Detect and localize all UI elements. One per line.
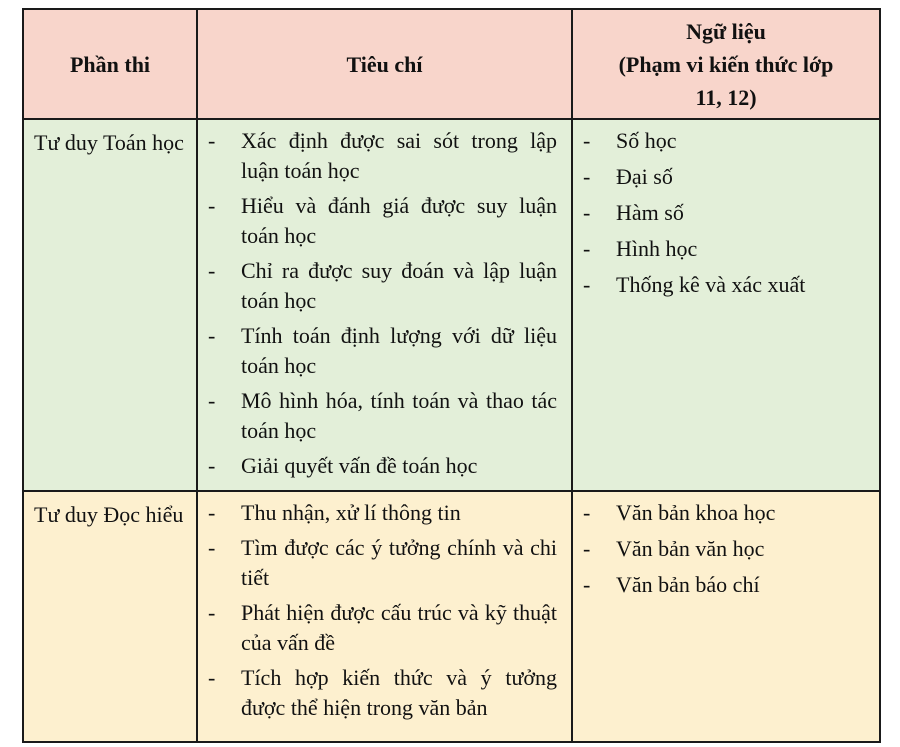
list-item xyxy=(208,256,557,316)
header-material-line1: Ngữ liệu xyxy=(686,18,766,44)
list-item xyxy=(208,598,557,658)
table-header-row xyxy=(23,9,880,119)
list-item xyxy=(583,498,865,528)
list-item xyxy=(583,126,865,156)
bullet-dash: - xyxy=(583,572,591,597)
bullet-dash: - xyxy=(583,128,591,153)
list-item xyxy=(208,498,557,528)
bullet-dash: - xyxy=(208,193,216,218)
list-item xyxy=(583,162,865,192)
bullet-dash: - xyxy=(583,164,591,189)
bullet-dash: - xyxy=(208,600,216,625)
list-item xyxy=(208,451,557,481)
list-item xyxy=(208,191,557,251)
material-list xyxy=(573,492,879,600)
bullet-dash: - xyxy=(208,535,216,560)
material-text: Hàm số xyxy=(616,200,684,225)
criteria-text: Tìm được các ý tưởng chính và chi tiết xyxy=(241,535,557,590)
list-item xyxy=(208,533,557,593)
list-item xyxy=(208,663,557,723)
table-row xyxy=(23,119,880,491)
criteria-text: Tích hợp kiến thức và ý tưởng được thể hiện trong văn bản xyxy=(241,665,557,720)
list-item xyxy=(583,198,865,228)
criteria-text: Tính toán định lượng với dữ liệu toán học xyxy=(241,323,557,378)
bullet-dash: - xyxy=(583,200,591,225)
bullet-dash: - xyxy=(583,536,591,561)
criteria-text: Phát hiện được cấu trúc và kỹ thuật của vấn đề xyxy=(241,600,557,655)
bullet-dash: - xyxy=(208,388,216,413)
bullet-dash: - xyxy=(208,665,216,690)
bullet-dash: - xyxy=(583,500,591,525)
material-text: Văn bản báo chí xyxy=(616,572,760,597)
bullet-dash: - xyxy=(208,323,216,348)
material-cell xyxy=(572,119,880,491)
criteria-list xyxy=(198,492,571,723)
header-material-line2: (Phạm vi kiến thức lớp xyxy=(618,51,834,77)
bullet-dash: - xyxy=(208,258,216,283)
criteria-cell xyxy=(197,491,572,742)
list-item xyxy=(208,321,557,381)
material-text: Hình học xyxy=(616,236,698,261)
criteria-text: Mô hình hóa, tính toán và thao tác toán học xyxy=(241,388,557,443)
section-name-reading: Tư duy Đọc hiểu xyxy=(34,502,184,527)
material-text: Văn bản văn học xyxy=(616,536,765,561)
material-cell xyxy=(572,491,880,742)
material-text: Văn bản khoa học xyxy=(616,500,776,525)
criteria-text: Hiểu và đánh giá được suy luận toán học xyxy=(241,193,557,248)
bullet-dash: - xyxy=(208,453,216,478)
header-material-line3: 11, 12) xyxy=(695,84,757,110)
header-material xyxy=(572,9,880,119)
section-name-math: Tư duy Toán học xyxy=(34,130,184,155)
list-item xyxy=(583,570,865,600)
bullet-dash: - xyxy=(208,500,216,525)
material-text: Thống kê và xác xuất xyxy=(616,272,806,297)
bullet-dash: - xyxy=(583,236,591,261)
bullet-dash: - xyxy=(208,128,216,153)
header-section: Phần thi xyxy=(23,9,197,119)
section-cell xyxy=(23,119,197,491)
criteria-text: Xác định được sai sót trong lập luận toán học xyxy=(241,128,557,183)
table-row xyxy=(23,491,880,742)
list-item xyxy=(583,534,865,564)
criteria-list xyxy=(198,120,571,481)
exam-structure-table xyxy=(22,8,881,743)
material-text: Đại số xyxy=(616,164,673,189)
criteria-text: Giải quyết vấn đề toán học xyxy=(241,453,478,478)
bullet-dash: - xyxy=(583,272,591,297)
list-item xyxy=(208,386,557,446)
material-list xyxy=(573,120,879,300)
criteria-text: Thu nhận, xử lí thông tin xyxy=(241,500,461,525)
list-item xyxy=(583,270,865,300)
criteria-cell xyxy=(197,119,572,491)
header-criteria: Tiêu chí xyxy=(197,9,572,119)
material-text: Số học xyxy=(616,128,677,153)
list-item xyxy=(208,126,557,186)
list-item xyxy=(583,234,865,264)
section-cell xyxy=(23,491,197,742)
criteria-text: Chỉ ra được suy đoán và lập luận toán học xyxy=(241,258,557,313)
